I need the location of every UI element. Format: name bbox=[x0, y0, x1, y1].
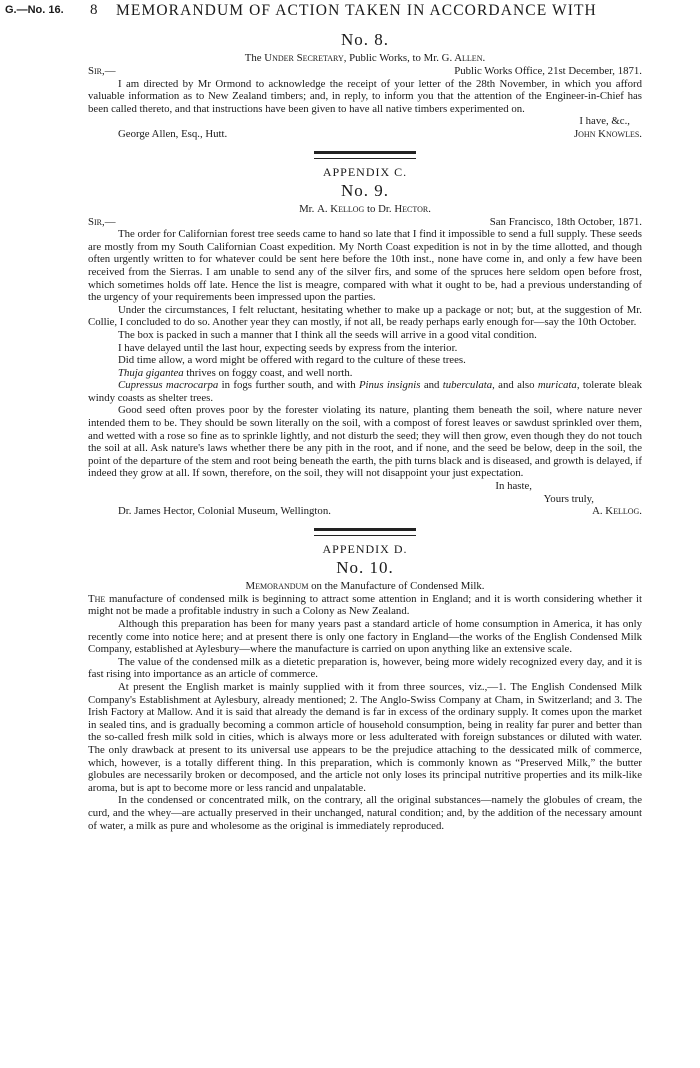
title-mid: , Public Works, to Mr. bbox=[343, 52, 439, 64]
paragraph: The value of the condensed milk as a dietetic preparation is, however, being more widely recognized every day, and it is fast rising into importance as an article of commerce. bbox=[88, 655, 642, 681]
section-divider bbox=[314, 528, 416, 536]
paragraph: In the condensed or concentrated milk, on the contrary, all the original substances—namely the globules of cream, the curd, and the whey—are actually preserved in their unchanged, natural condition; and, by the addition of the necessary amount of water, a milk as pure and wholesome as the original is immediately reproduced. bbox=[88, 794, 642, 832]
letter-number: No. 9. bbox=[340, 180, 390, 200]
paragraph-text: manufacture of condensed milk is beginning to attract some attention in England; and it is worth considering whether it might not be made a profitable industry in such a Colony as New Zealand. bbox=[88, 592, 642, 618]
appendix-d bbox=[88, 542, 642, 832]
title-pre: Mr. bbox=[299, 202, 315, 215]
closing: Yours truly, bbox=[543, 492, 594, 505]
paragraph bbox=[88, 593, 642, 618]
section-divider bbox=[314, 151, 416, 159]
species-name: tuberculata bbox=[442, 379, 493, 392]
letter-no-8 bbox=[88, 30, 642, 141]
paragraph-lead: The bbox=[88, 592, 106, 605]
paragraph: Under the circumstances, I felt reluctant, hesitating whether to make up a package or not; but, at the suggestion of Mr. Collie, I concluded to do so. Another year they can mostly, if not all, be ready perhaps early enough for—say the 10th October. bbox=[88, 303, 642, 329]
paragraph: Good seed often proves poor by the forester violating its nature, planting them beneath the soil, where nature never intended them to be. They should be sown literally on the soil, with a compost of forest leaves or sawdust sprinkled over them, and wetted with a rose so fine as to sprinkle lightly, and not disturb the seed; they will then grow, even though they do not touch the soil at all. Ask nature's laws whether there be any pith in the root, and if none, and the seed be below, deep in the soil, the point of the departure of the stem and root being beneath the earth, the pith turns black and is diseased, and growth is delayed, if indeed they grow at all. If sown, therefore, on the soil, they will not disappoint your just expectation. bbox=[88, 404, 642, 480]
paragraph: Did time allow, a word might be offered with regard to the culture of these trees. bbox=[118, 354, 466, 367]
letter-body: I am directed by Mr Ormond to acknowledge the receipt of your letter of the 28th November, in which you afford valuable information as to New Zealand timbers; and, in reply, to inform you that the attention of the Engineer-in-Chief has been called thereto, and that instructions have been given to have all native timbers experimented on. bbox=[88, 77, 642, 115]
letter-title bbox=[88, 52, 642, 65]
title-mid: to Dr. bbox=[367, 202, 392, 215]
title-recipient: Hector bbox=[394, 202, 429, 215]
salutation: Sir,— bbox=[88, 65, 116, 77]
paragraph bbox=[88, 367, 642, 380]
paragraph-text: , tolerate bleak windy coasts as shelter trees. bbox=[88, 379, 642, 404]
paragraph: At present the English market is mainly supplied with it from three sources, viz.,—1. The English Condensed Milk Company's Establishment at Aylesbury, already mentioned; 2. The Anglo-Swiss Company at Cham, in Switzerland; and 3. The Irish Factory at Mallow. And it is said that already the demand is far in excess of the ordinary supply. It comes upon the market in sealed tins, and is gradually becoming a common article of household consumption, being in reality far purer and better than the so-called fresh milk sold in cities, which is always more or less adulterated with foreign substances or diluted with water. The only drawback at present to its universal use appears to be the prejudice attaching to the dessicated milk of commerce, which, however, is a totally different thing. In this preparation, which is commonly known as “Preserved Milk,” the butter globules are necessarily broken or decomposed, and the article not only loses its principal nutritive properties and its milk-like aroma, but is apt to become more or less rancid and unpalatable. bbox=[88, 680, 642, 794]
place-date: San Francisco, 18th October, 1871. bbox=[489, 215, 642, 228]
addressee: Dr. James Hector, Colonial Museum, Wellington. bbox=[118, 505, 331, 518]
title-rest: on the Manufacture of Condensed Milk. bbox=[311, 579, 485, 592]
appendix-c bbox=[88, 165, 642, 518]
salutation: Sir,— bbox=[88, 215, 116, 228]
signature-row bbox=[88, 128, 642, 141]
paragraph: The order for Californian forest tree seeds came to hand so late that I find it impossible to send a full supply. These seeds are mostly from my South Californian Coast expedition. My North Coast expedition is not in by the time allotted, and though often urgently written to for whatever could be sent here before the 10th inst., none have come in, and only a few have been received from the Sierras. I am unable to send any of the silver firs, and some of the spruces here seldom open before frost, which sometimes holds off late. Hence the list is meagre, compared with what it ought to be, had a previous understanding of the urgency of your requirements been impressed upon the parties. bbox=[88, 228, 642, 304]
title-end: . bbox=[482, 52, 486, 64]
addressee: George Allen, Esq., Hutt. bbox=[118, 127, 228, 140]
title-sender: A. Kellog bbox=[317, 202, 365, 215]
paragraph: The box is packed in such a manner that I think all the seeds will arrive in a good vital condition. bbox=[118, 328, 537, 341]
paragraph-text: , and also bbox=[492, 379, 535, 392]
paragraph: I have delayed until the last hour, expecting seeds by express from the interior. bbox=[118, 341, 458, 354]
letter-title bbox=[88, 203, 642, 216]
page-number: 8 bbox=[90, 2, 98, 18]
page-content bbox=[88, 26, 642, 832]
paragraph-text: in fogs further south, and with bbox=[221, 379, 356, 392]
paragraph-text: thrives on foggy coast, and well north. bbox=[186, 366, 353, 379]
species-name: Cupressus macrocarpa bbox=[118, 379, 219, 392]
title-end: . bbox=[428, 202, 431, 215]
signature: John Knowles. bbox=[573, 127, 642, 140]
signature: A. Kellog. bbox=[592, 505, 642, 518]
species-name: muricata bbox=[537, 379, 577, 392]
place-date: Public Works Office, 21st December, 1871. bbox=[454, 65, 642, 77]
paragraph-text: and bbox=[423, 379, 440, 392]
species-name: Thuja gigantea bbox=[118, 366, 184, 379]
title-lead: Memorandum bbox=[245, 579, 309, 592]
species-name: Pinus insignis bbox=[358, 379, 421, 392]
memo-title bbox=[88, 580, 642, 593]
title-recipient: G. Allen bbox=[441, 52, 483, 64]
paragraph bbox=[88, 379, 642, 404]
running-title: MEMORANDUM OF ACTION TAKEN IN ACCORDANCE WITH bbox=[116, 2, 597, 19]
salutation-row bbox=[88, 216, 642, 229]
appendix-heading: APPENDIX D. bbox=[322, 541, 408, 556]
title-sender: Under Secretary bbox=[264, 52, 344, 64]
memo-number: No. 10. bbox=[336, 557, 394, 577]
letter-number: No. 8. bbox=[340, 30, 390, 49]
salutation-row bbox=[88, 65, 642, 78]
document-code: G.—No. 16. bbox=[5, 4, 64, 16]
appendix-heading: APPENDIX C. bbox=[322, 164, 408, 179]
closing: In haste, bbox=[495, 480, 532, 493]
closing: I have, &c., bbox=[579, 115, 630, 128]
paragraph: Although this preparation has been for many years past a standard article of home consumption in America, it has only recently come into notice here; and at present there is only one factory in England—the works of the English Condensed Milk Company, established at Aylesbury—where the manufacture is carried on upon anything like an extensive scale. bbox=[88, 618, 642, 656]
title-pre: The bbox=[244, 52, 262, 64]
signature-row bbox=[88, 505, 642, 518]
